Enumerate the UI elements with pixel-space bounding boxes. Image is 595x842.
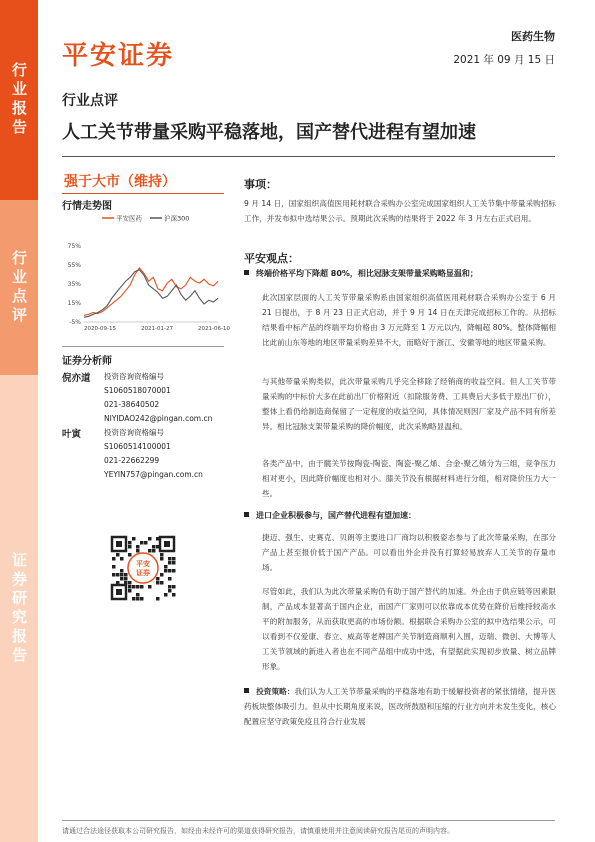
report-type: 行业点评 xyxy=(62,93,118,109)
sidebar-label-3: 证券研究报告 xyxy=(10,551,28,666)
bullet-icon xyxy=(244,270,249,275)
bullet-2-head: 进口企业积极参与，国产替代进程有望加速： xyxy=(256,511,416,520)
paragraph-1: 此次国家层面的人工关节带量采购系由国家组织高值医用耗材联合采购办公室于 6 月 21 日提出，于 8 月 23 日正式启动，并于 9 月 14 日在天津完成招标工作的。从招标结果看中标产品的终端平均价格由 3 万元降至 1 万元以内，降幅超 80%。整体降幅相比此前山东等地的地区带量采购差异不大，而略好于浙江、安徽等地的地区带量采购。 xyxy=(262,293,556,347)
sidebar-report-type xyxy=(0,0,38,200)
paragraph-5: 尽管如此，我们认为此次带量采购仍有助于国产替代的加速。外企由于供应链等因素限制，产品成本显著高于国内企业，而国产厂家则可以依靠成本优势在降价后维持较高水平的附加服务，从而获取更高的市场份额。根据联合采购办公室的拟中选结果公示，可以看到不仅爱康、春立、威高等老牌国产关节制造商顺利入围，迈瑞、微创、大博等人工关节领域的新进入者也在不同产品组中成功中选，有望据此实现初步放量、树立品牌形象。 xyxy=(262,587,556,671)
analysts-label: 证券分析师 xyxy=(62,356,112,367)
legend-label: 沪深300 xyxy=(164,214,190,223)
analyst-cert: S1060514100001 xyxy=(104,442,171,451)
bullet-1-head: 终端价格平均下降超 80%，相比冠脉支架带量采购略显温和； xyxy=(256,269,478,278)
y-tick-label: 15% xyxy=(67,300,81,307)
x-tick-label: 2021-06-10 xyxy=(198,326,230,332)
analyst-name: 叶寅 xyxy=(62,429,82,440)
analyst-cert: S1060518070001 xyxy=(104,386,171,395)
bullet-icon xyxy=(244,688,249,693)
bullet-icon xyxy=(244,512,249,517)
bullet-2 xyxy=(244,510,556,521)
rating: 强于大市（维持） xyxy=(64,174,176,190)
analyst-2 xyxy=(62,426,232,482)
analyst-1 xyxy=(62,370,232,426)
event-section xyxy=(244,176,556,226)
bullet-3 xyxy=(244,684,556,729)
x-tick-label: 2021-01-27 xyxy=(141,326,173,332)
legend-label: 平安医药 xyxy=(116,214,142,223)
view-title: 平安观点： xyxy=(244,252,299,265)
paragraph-3: 各类产品中，由于髋关节按陶瓷-陶瓷、陶瓷-聚乙烯、合金-聚乙烯分为三组，竞争压力相对更小，因此降价幅度也相对小。膝关节没有根据材料进行分组，相对降价压力大一些。 xyxy=(262,459,556,498)
qr-code[interactable] xyxy=(110,535,176,601)
footer-disclaimer: 请通过合法途径获取本公司研究报告，如经由未经许可的渠道获得研究报告，请慎重使用并注意阅读研究报告尾页的声明内容。 xyxy=(62,827,454,835)
company-logo: 平安证券 xyxy=(62,41,175,71)
report-title: 人工关节带量采购平稳落地，国产替代进程有望加速 xyxy=(62,122,476,143)
paragraph-6: 我们认为人工关节带量采购的平稳落地有助于缓解投资者的紧张情绪，提升医药板块整体吸引力。但从中长期角度来说，医改所鼓励和压缩的行业方向并未发生变化，核心配置应坚守政策免疫且符合行业发展 xyxy=(244,687,556,726)
paragraph-4: 捷迈、强生、史赛克、贝朗等主要进口厂商均以积极姿态参与了此次带量采购，在部分产品上甚至报价低于国产产品。可以看出外企并没有打算轻易放弃人工关节的存量市场。 xyxy=(262,533,556,572)
y-tick-label: 35% xyxy=(67,281,81,288)
analyst-role: 投资咨询资格编号 xyxy=(104,372,164,381)
analyst-email[interactable]: YEYIN757@pingan.com.cn xyxy=(104,470,203,479)
view-section xyxy=(244,250,556,266)
event-text: 9 月 14 日，国家组织高值医用耗材联合采购办公室完成国家组织人工关节集中带量采购招标工作，并发布拟中选结果公示。预期此次采购的结果将于 2022 年 3 月左右正式启用。 xyxy=(244,199,556,223)
title-divider xyxy=(62,156,555,157)
analyst-divider xyxy=(62,346,224,347)
y-tick-label: 75% xyxy=(67,243,81,250)
rating-divider xyxy=(62,193,224,194)
y-tick-label: -5% xyxy=(69,319,81,326)
x-tick-label: 2020-09-15 xyxy=(84,326,116,332)
sidebar xyxy=(0,0,38,842)
bullet-3-head: 投资策略： xyxy=(256,687,295,696)
report-date: 2021 年 09 月 15 日 xyxy=(453,54,555,66)
bullet-1 xyxy=(244,268,556,279)
analyst-list xyxy=(62,370,232,482)
analyst-name: 倪亦道 xyxy=(62,373,91,384)
sidebar-label-2: 行业点评 xyxy=(10,249,28,326)
sidebar-report-category xyxy=(0,200,38,375)
sidebar-label-1: 行业报告 xyxy=(10,62,28,138)
analyst-email[interactable]: NIYIDAO242@pingan.com.cn xyxy=(104,414,213,423)
trend-chart xyxy=(62,210,230,340)
y-tick-label: 55% xyxy=(67,262,81,269)
svg-text:证券: 证券 xyxy=(136,569,150,577)
svg-text:平安: 平安 xyxy=(136,560,150,568)
paragraph-2: 与其他带量采购类似，此次带量采购几乎完全移除了经销商的收益空间。但人工关节带量采购的中标价大多在此前出厂价格附近（扣除服务费、工具费后大多低于原出厂价），整体上看仍给制造商保留了一定程度的收益空间，具体情况则因厂家及产品不同有所差异。相比冠脉支架带量采购的降价幅度，此次采购略显温和。 xyxy=(262,377,556,431)
sidebar-research-label xyxy=(0,375,38,842)
analyst-phone: 021-22662299 xyxy=(104,456,160,465)
analyst-role: 投资咨询资格编号 xyxy=(104,428,164,437)
trend-label: 行情走势图 xyxy=(62,201,112,212)
analyst-phone: 021-38640502 xyxy=(104,400,160,409)
footer-divider xyxy=(62,820,555,821)
sector-label: 医药生物 xyxy=(511,30,555,43)
event-title: 事项： xyxy=(244,178,277,191)
